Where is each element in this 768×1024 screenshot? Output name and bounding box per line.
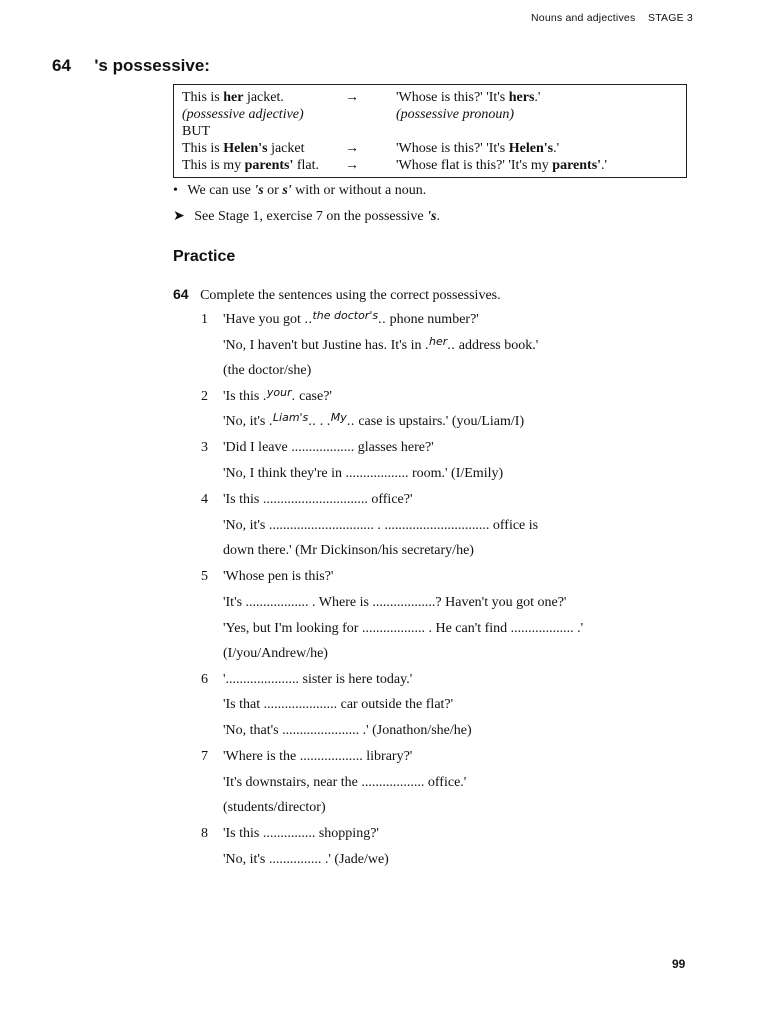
exercise-instruction: 64 Complete the sentences using the correct possessives. (173, 286, 501, 303)
bullet-icon: • (173, 183, 178, 198)
item2-line-a: 'Is this .$^{your}$. case?' (223, 386, 332, 404)
item6-line-b: 'Is that ..................... car outside the flat?' (223, 697, 454, 712)
section-title-text: 's possessive: (94, 56, 210, 75)
item-number: 7 (201, 749, 208, 764)
item5-line-d: (I/you/Andrew/he) (223, 646, 328, 661)
item-number: 2 (201, 389, 208, 404)
arrow-icon: → (345, 141, 359, 156)
handwritten-answer: the doctor's (312, 309, 379, 322)
arrowhead-icon: ➤ (173, 209, 185, 224)
item6-line-a: '..................... sister is here today.' (223, 672, 413, 687)
item4-line-c: down there.' (Mr Dickinson/his secretary/he) (223, 543, 474, 558)
item1-hint: (the doctor/she) (223, 363, 312, 378)
item3-line-a: 'Did I leave .................. glasses here?' (223, 440, 434, 455)
note-see-also: ➤ See Stage 1, exercise 7 on the possessive 's. (173, 209, 440, 224)
box-row1-left: This is her jacket. (182, 90, 284, 105)
handwritten-answer: your (266, 386, 292, 399)
item-number: 3 (201, 440, 208, 455)
handwritten-answer: My (330, 411, 347, 424)
item6-line-c: 'No, that's ...................... .' (Jonathon/she/he) (223, 723, 472, 738)
box-row3-but: BUT (182, 124, 210, 139)
item2-line-b: 'No, it's .$^{Liam's}$.. . .$^{My}$.. case is upstairs.' (you/Liam/I) (223, 411, 525, 429)
grammar-box (173, 84, 687, 178)
note-bullet: • We can use 's or s' with or without a noun. (173, 183, 427, 198)
item4-line-b: 'No, it's .............................. . .............................. office is (223, 518, 539, 533)
item1-line-a: 'Have you got ..$^{the doctor's}$.. phone number?' (223, 309, 479, 327)
item7-line-a: 'Where is the .................. library?' (223, 749, 413, 764)
box-row5-left: This is my parents' flat. (182, 158, 320, 173)
box-row4-right: 'Whose is this?' 'It's Helen's.' (396, 141, 560, 156)
box-row2-left: (possessive adjective) (182, 107, 304, 122)
item-number: 5 (201, 569, 208, 584)
item-number: 1 (201, 312, 208, 327)
item8-line-b: 'No, it's ............... .' (Jade/we) (223, 852, 389, 867)
exercise-number: 64 (173, 286, 189, 302)
practice-heading: Practice (173, 248, 236, 265)
item4-line-a: 'Is this .............................. office?' (223, 492, 413, 507)
item5-line-a: 'Whose pen is this?' (223, 569, 334, 584)
arrow-icon: → (345, 90, 359, 105)
section-title (52, 56, 210, 76)
item5-line-b: 'It's .................. . Where is ..................? Haven't you got one?' (223, 595, 567, 610)
item-number: 6 (201, 672, 208, 687)
box-row4-left: This is Helen's jacket (182, 141, 305, 156)
item-number: 8 (201, 826, 208, 841)
item7-line-c: (students/director) (223, 800, 326, 815)
arrow-icon: → (345, 158, 359, 173)
handwritten-answer: her (429, 335, 448, 348)
item-number: 4 (201, 492, 208, 507)
box-row5-right: 'Whose flat is this?' 'It's my parents'.' (396, 158, 608, 173)
item3-line-b: 'No, I think they're in .................. room.' (I/Emily) (223, 466, 504, 481)
section-number: 64 (52, 56, 71, 75)
box-row1-right: 'Whose is this?' 'It's hers.' (396, 90, 541, 105)
running-header-stage: STAGE 3 (648, 12, 693, 24)
item7-line-b: 'It's downstairs, near the .................. office.' (223, 775, 467, 790)
running-header-section: Nouns and adjectives (531, 12, 636, 24)
item5-line-c: 'Yes, but I'm looking for .................. . He can't find .................. .' (223, 621, 584, 636)
item1-line-b: 'No, I haven't but Justine has. It's in .$^{her}$.. address book.' (223, 335, 539, 353)
box-row2-right: (possessive pronoun) (396, 107, 515, 122)
page-number: 99 (672, 957, 686, 971)
item8-line-a: 'Is this ............... shopping?' (223, 826, 379, 841)
handwritten-answer: Liam's (272, 411, 309, 424)
